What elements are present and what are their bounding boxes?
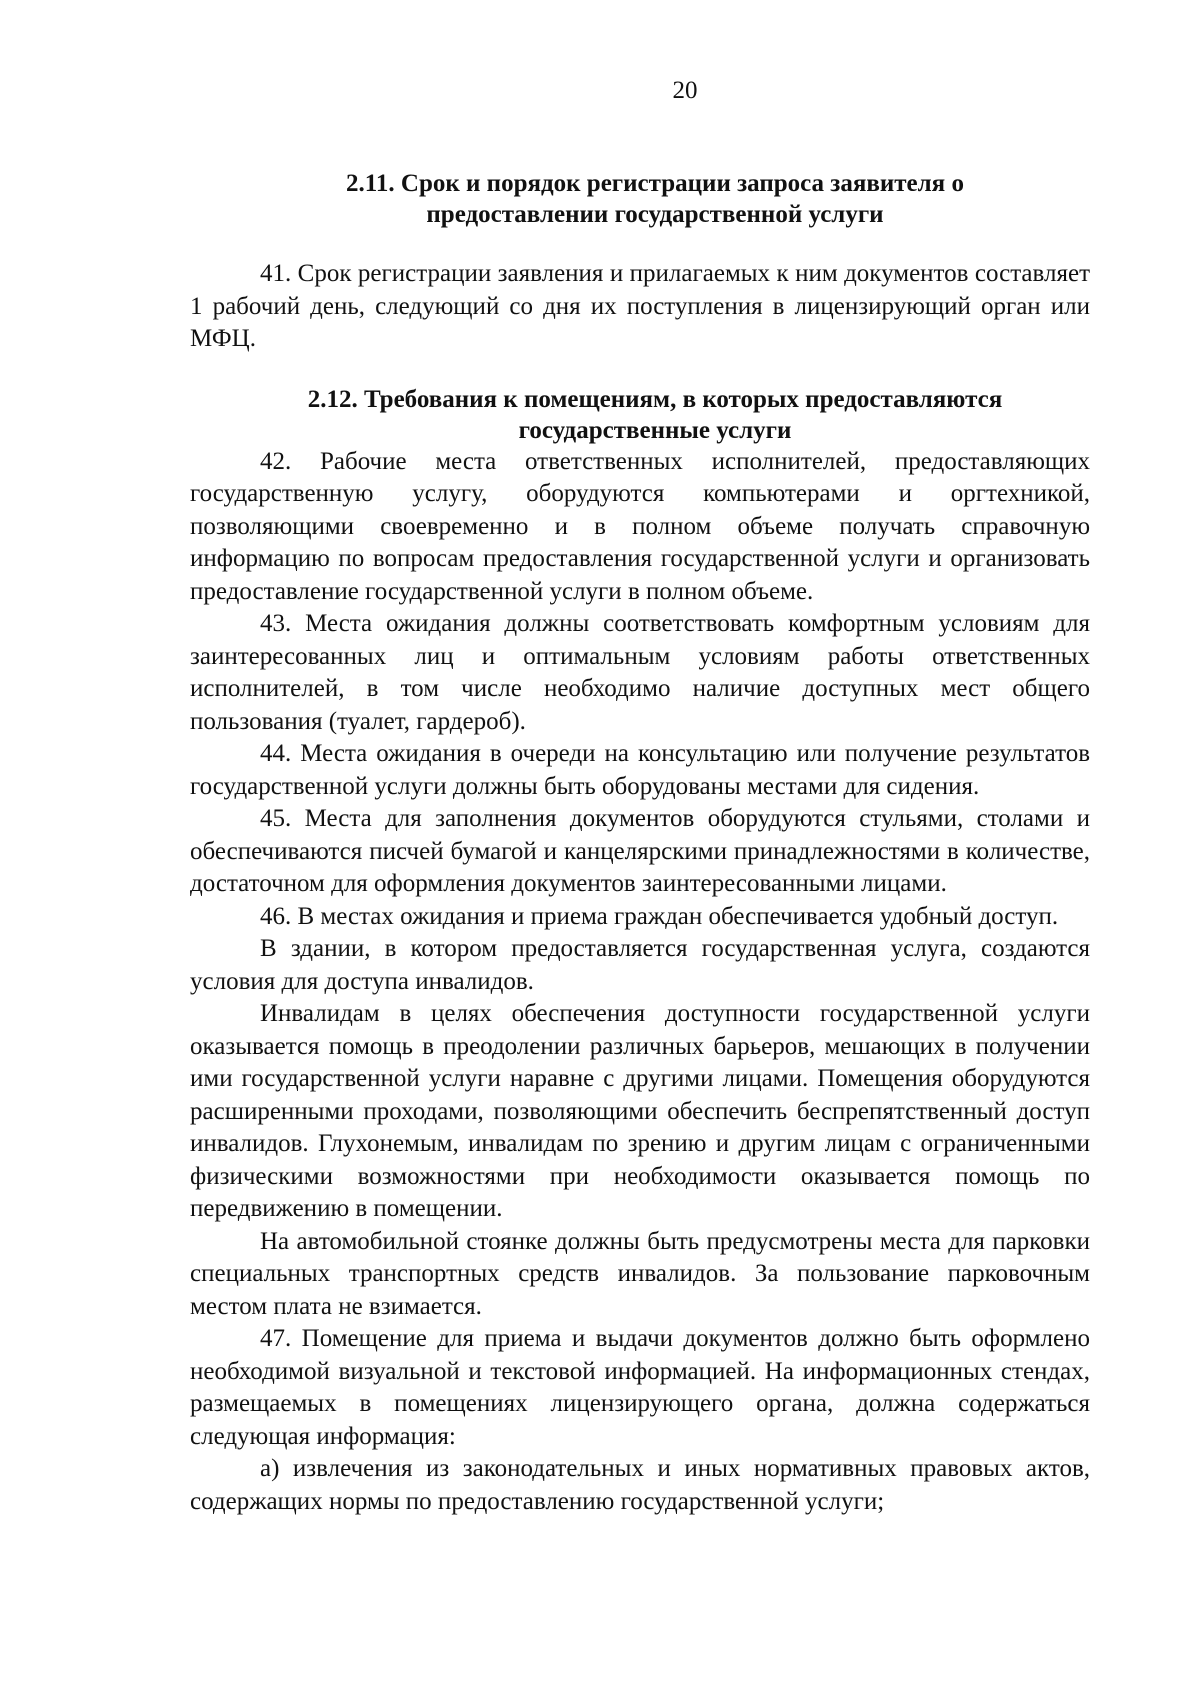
paragraph-47-a: а) извлечения из законодательных и иных нормативных правовых актов, содержащих нормы по предоставлению государственной услуги; [190, 1455, 1090, 1515]
paragraph-43: 43. Места ожидания должны соответствовать комфортным условиям для заинтересованных лиц и оптимальным условиям работы ответственных исполнителей, в том числе необходимо наличие доступных мест общего пользования (туалет, гардероб). [190, 610, 1090, 735]
page-number: 20 [672, 77, 698, 104]
paragraph-46-parking: На автомобильной стоянке должны быть предусмотрены места для парковки специальных транспортных средств инвалидов. За пользование парковочным местом плата не взимается. [190, 1227, 1090, 1320]
paragraph-45: 45. Места для заполнения документов оборудуются стульями, столами и обеспечиваются писчей бумагой и канцелярскими принадлежностями в количестве, достаточном для оформления документов заинтересованными лицами. [190, 805, 1090, 897]
paragraph-46-disabled-help: Инвалидам в целях обеспечения доступности государственной услуги оказывается помощь в преодолении различных барьеров, мешающих в получении ими государственной услуги наравне с другими лицами. Помещения оборудуются расширенными проходами, позволяющими обеспечить беспрепятственный доступ инвалидов. Глухонемым, инвалидам по зрению и другим лицам с ограниченными физическими возможностями при необходимости оказывается помощь по передвижению в помещении. [190, 1000, 1090, 1222]
section-heading-line: 2.12. Требования к помещениям, в которых предоставляются [307, 385, 1003, 413]
paragraph-47: 47. Помещение для приема и выдачи документов должно быть оформлено необходимой визуальной и текстовой информацией. На информационных стендах, размещаемых в помещениях лицензирующего органа, должна содержаться следующая информация: [190, 1325, 1090, 1450]
paragraph-44: 44. Места ожидания в очереди на консультацию или получение результатов государственной услуги должны быть оборудованы местами для сидения. [190, 740, 1090, 800]
section-heading-line: 2.11. Срок и порядок регистрации запроса заявителя о [346, 170, 964, 197]
section-heading-line: государственные услуги [518, 416, 792, 444]
section-heading-2-11 [190, 168, 1090, 230]
section-heading-2-12 [190, 384, 1090, 446]
paragraph-42: 42. Рабочие места ответственных исполнителей, предоставляющих государственную услугу, оборудуются компьютерами и оргтехникой, позволяющими своевременно и в полном объеме получать справочную информацию по вопросам предоставления государственной услуги и организовать предоставление государственной услуги в полном объеме. [190, 447, 1090, 605]
section-2-11-body [190, 258, 1090, 356]
section-heading-line: предоставлении государственной услуги [426, 201, 884, 228]
paragraph-46: 46. В местах ожидания и приема граждан обеспечивается удобный доступ. [260, 902, 1059, 930]
section-2-12-body [190, 446, 1090, 1519]
paragraph-46-building: В здании, в котором предоставляется государственная услуга, создаются условия для доступа инвалидов. [190, 935, 1090, 995]
paragraph-41: 41. Срок регистрации заявления и прилагаемых к ним документов составляет 1 рабочий день, следующий со дня их поступления в лицензирующий орган или МФЦ. [190, 260, 1090, 352]
